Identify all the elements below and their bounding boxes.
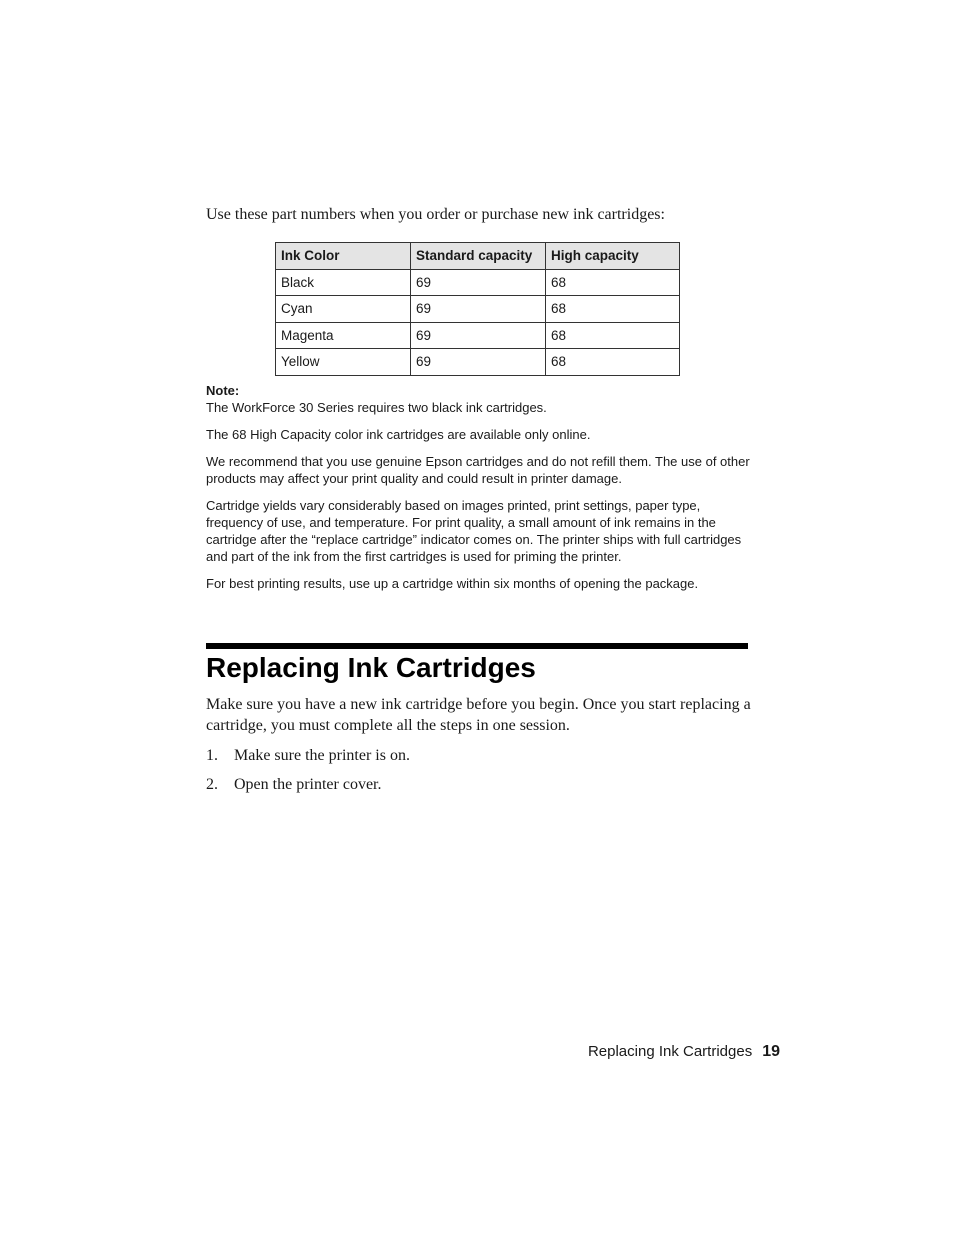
cell-high-capacity: 68 (546, 296, 680, 323)
cell-ink-color: Cyan (276, 296, 411, 323)
page-footer (588, 1041, 780, 1063)
table-header-row (276, 243, 680, 270)
header-high-capacity: High capacity (546, 243, 680, 270)
footer-section-name: Replacing Ink Cartridges (587, 1043, 753, 1060)
note-paragraph: The WorkForce 30 Series requires two black ink cartridges. (206, 400, 547, 415)
table-row (276, 349, 680, 376)
note-paragraph: We recommend that you use genuine Epson cartridges and do not refill them. The use of other products may affect your print quality and could result in printer damage. (206, 454, 750, 486)
cell-standard-capacity: 69 (411, 296, 546, 323)
table-row (276, 269, 680, 296)
table-row (276, 322, 680, 349)
note-paragraph: For best printing results, use up a cartridge within six months of opening the package. (206, 576, 699, 591)
cell-high-capacity: 68 (546, 349, 680, 376)
header-ink-color: Ink Color (276, 243, 411, 270)
note-paragraph: Cartridge yields vary considerably based on images printed, print settings, paper type, frequency of use, and temperature. For print quality, a small amount of ink remains in the cartridge after the “replace cartridge” indicator comes on. The printer ships with full cartridges and part of the ink from the first cartridges is used for priming the printer. (206, 498, 742, 564)
cell-standard-capacity: 69 (411, 322, 546, 349)
section-title: Replacing Ink Cartridges (206, 652, 536, 683)
intro-paragraph: Use these part numbers when you order or purchase new ink cartridges: (206, 206, 665, 223)
section-divider (206, 643, 748, 649)
list-item (206, 746, 410, 766)
note-paragraph: The 68 High Capacity color ink cartridges are available only online. (206, 427, 591, 442)
cell-standard-capacity: 69 (411, 349, 546, 376)
step-number: 1. (206, 747, 218, 764)
table-row (276, 296, 680, 323)
step-text: Make sure the printer is on. (234, 747, 410, 764)
cell-standard-capacity: 69 (411, 269, 546, 296)
step-number: 2. (206, 776, 218, 793)
cell-ink-color: Magenta (276, 322, 411, 349)
list-item (206, 775, 382, 795)
header-standard-capacity: Standard capacity (411, 243, 546, 270)
ink-part-number-table (275, 242, 680, 376)
cell-high-capacity: 68 (546, 322, 680, 349)
step-text: Open the printer cover. (234, 776, 382, 793)
cell-ink-color: Black (276, 269, 411, 296)
page-number: 19 (762, 1043, 780, 1060)
note-block (206, 382, 751, 602)
cell-high-capacity: 68 (546, 269, 680, 296)
section-intro-paragraph: Make sure you have a new ink cartridge before you begin. Once you start replacing a cartridge, you must complete all the steps in one session. (206, 696, 751, 734)
cell-ink-color: Yellow (276, 349, 411, 376)
note-label: Note: (206, 383, 240, 398)
